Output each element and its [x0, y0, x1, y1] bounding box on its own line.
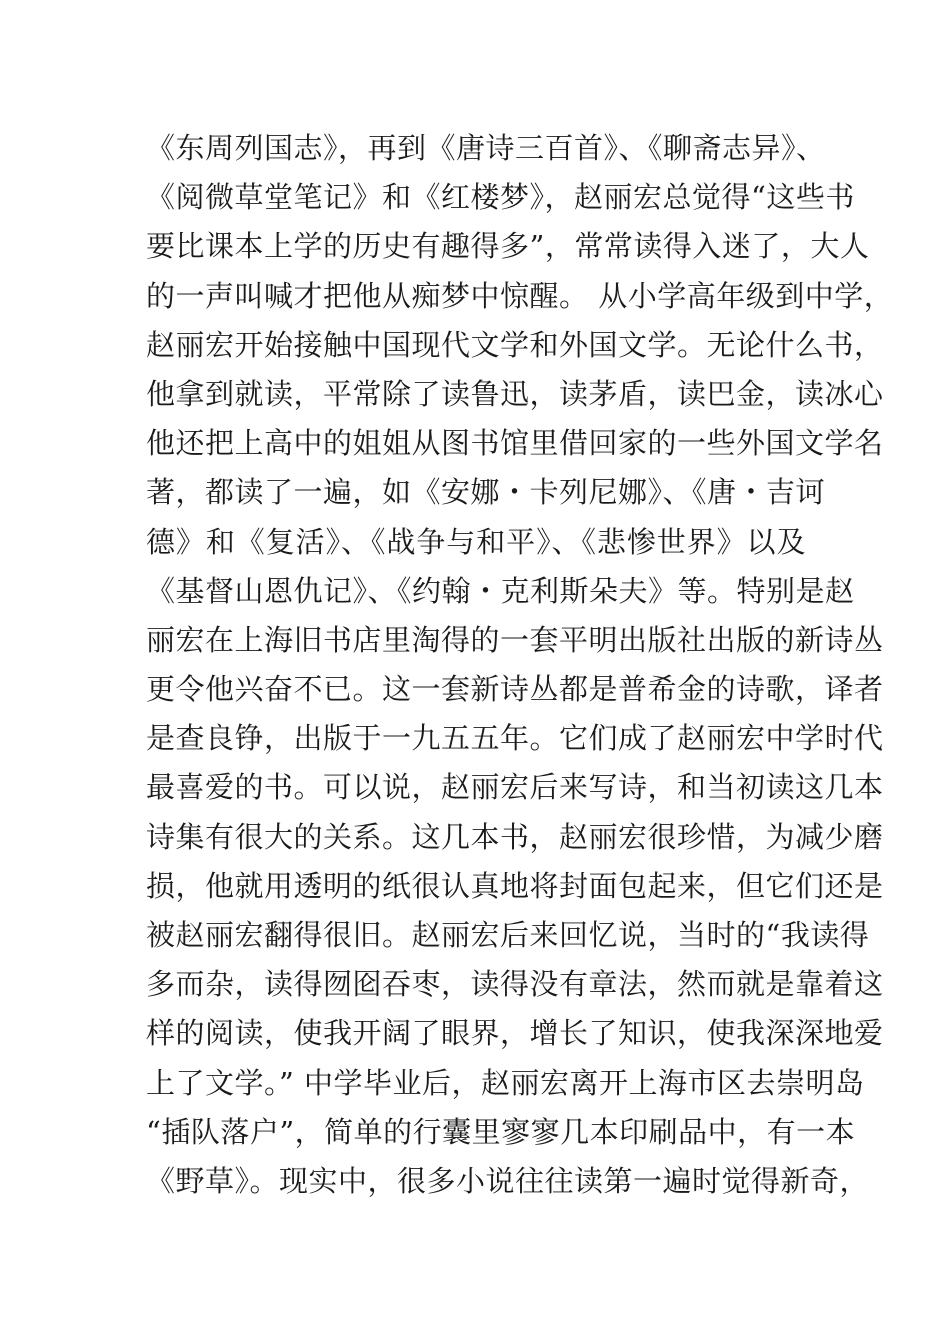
text-line: 赵丽宏开始接触中国现代文学和外国文学。无论什么书，: [146, 327, 884, 362]
text-line: 损，他就用透明的纸很认真地将封面包起来，但它们还是: [146, 868, 884, 903]
text-line: 样的阅读，使我开阔了眼界，增长了知识，使我深深地爱: [146, 1016, 884, 1051]
text-line: 最喜爱的书。可以说，赵丽宏后来写诗，和当初读这几本: [146, 770, 884, 805]
text-line: 他拿到就读，平常除了读鲁迅，读茅盾，读巴金，读冰心: [146, 376, 884, 411]
text-line: 被赵丽宏翻得很旧。赵丽宏后来回忆说，当时的“我读得: [146, 918, 870, 952]
text-line: 《基督山恩仇记》、《约翰・克利斯朵夫》等。特别是赵: [146, 573, 855, 608]
text-line: 丽宏在上海旧书店里淘得的一套平明出版社出版的新诗丛: [146, 622, 884, 657]
text-line: 他还把上高中的姐姐从图书馆里借回家的一些外国文学名: [146, 426, 884, 461]
text-line: 多而杂，读得囫囵吞枣，读得没有章法，然而就是靠着这: [146, 967, 884, 1002]
text-line: 的一声叫喊才把他从痴梦中惊醒。 从小学高年级到中学，: [146, 278, 894, 313]
text-line: 上了文学。” 中学毕业后，赵丽宏离开上海市区去崇明岛: [146, 1065, 865, 1100]
body-text: [146, 124, 894, 1206]
text-line: 要比课本上学的历史有趣得多”，常常读得入迷了，大人: [146, 229, 870, 264]
text-line: 《野草》。现实中，很多小说往往读第一遍时觉得新奇，: [146, 1163, 870, 1198]
text-line: 诗集有很大的关系。这几本书，赵丽宏很珍惜，为减少磨: [146, 819, 884, 854]
text-line: 《阅微草堂笔记》和《红楼梦》，赵丽宏总觉得“这些书: [146, 180, 855, 215]
text-line: 更令他兴奋不已。这一套新诗丛都是普希金的诗歌，译者: [146, 672, 884, 707]
text-line: 《东周列国志》，再到《唐诗三百首》、《聊斋志异》、: [146, 131, 826, 165]
text-line: 德》和《复活》、《战争与和平》、《悲惨世界》以及: [146, 524, 806, 559]
text-line: 是查良铮，出版于一九五五年。它们成了赵丽宏中学时代: [146, 721, 884, 756]
text-line: 著，都读了一遍，如《安娜・卡列尼娜》、《唐・吉诃: [146, 475, 826, 510]
text-line: “插队落户”，简单的行囊里寥寥几本印刷品中，有一本: [146, 1114, 856, 1149]
